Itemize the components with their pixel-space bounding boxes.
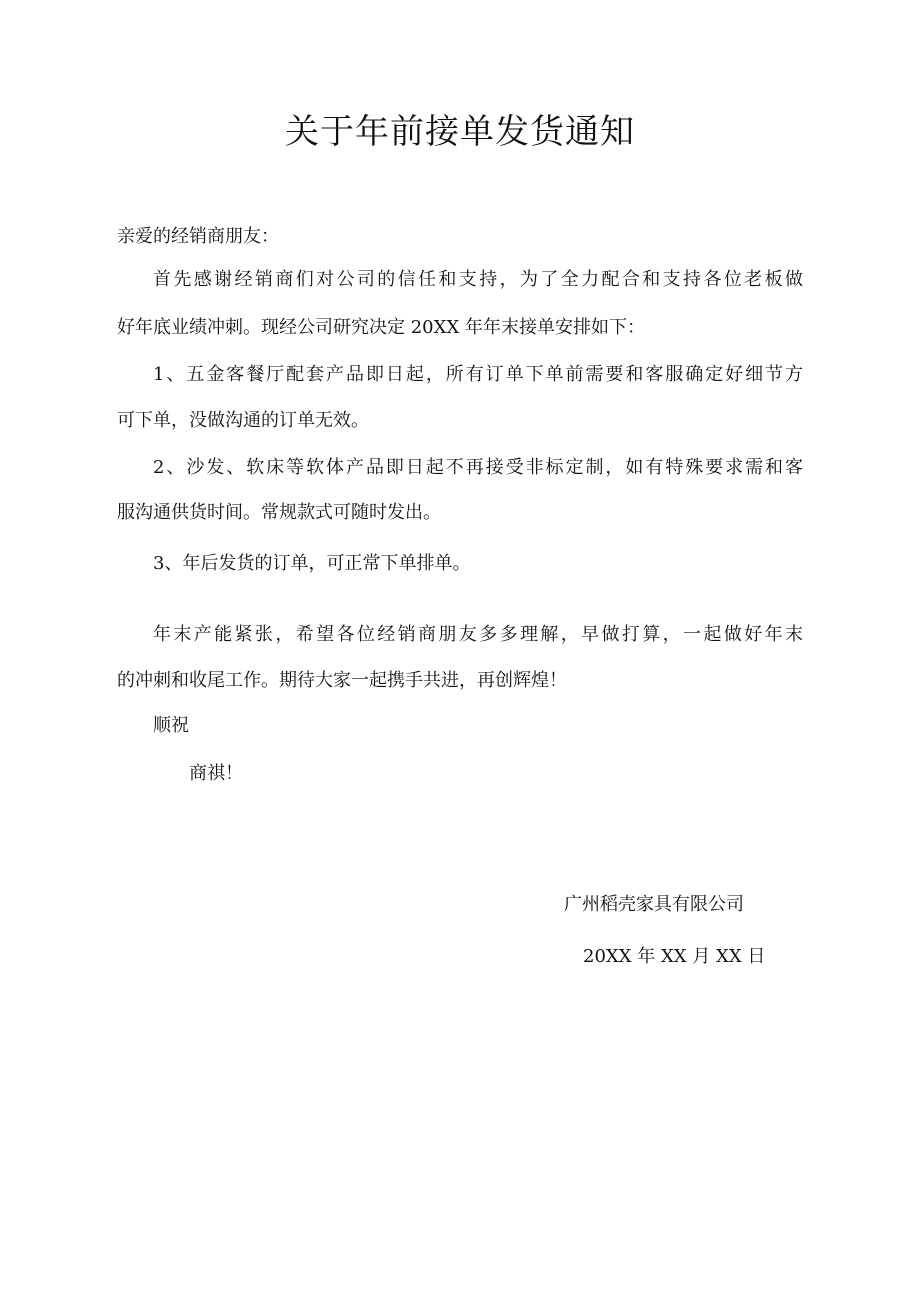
salutation: 亲爱的经销商朋友： [117, 226, 279, 247]
wish: 商祺！ [189, 763, 243, 784]
item-2-line-2: 服沟通供货时间。常规款式可随时发出。 [117, 502, 441, 523]
signature-date: 20XX 年 XX 月 XX 日 [583, 946, 766, 967]
item-3-line-1: 3、年后发货的订单，可正常下单排单。 [153, 553, 471, 574]
signature-company: 广州稻壳家具有限公司 [564, 894, 744, 915]
document-title: 关于年前接单发货通知 [285, 112, 635, 152]
closing-line-2: 的冲刺和收尾工作。期待大家一起携手共进，再创辉煌！ [117, 670, 567, 691]
regards: 顺祝 [153, 715, 189, 736]
item-1-line-2: 可下单，没做沟通的订单无效。 [117, 410, 369, 431]
closing-line-1: 年末产能紧张，希望各位经销商朋友多多理解，早做打算，一起做好年末 [153, 624, 803, 645]
intro-line-1: 首先感谢经销商们对公司的信任和支持，为了全力配合和支持各位老板做 [153, 269, 803, 290]
intro-line-2: 好年底业绩冲刺。现经公司研究决定 20XX 年年末接单安排如下： [117, 317, 645, 338]
item-2-line-1: 2、沙发、软床等软体产品即日起不再接受非标定制，如有特殊要求需和客 [153, 457, 803, 478]
item-1-line-1: 1、五金客餐厅配套产品即日起，所有订单下单前需要和客服确定好细节方 [153, 364, 803, 385]
